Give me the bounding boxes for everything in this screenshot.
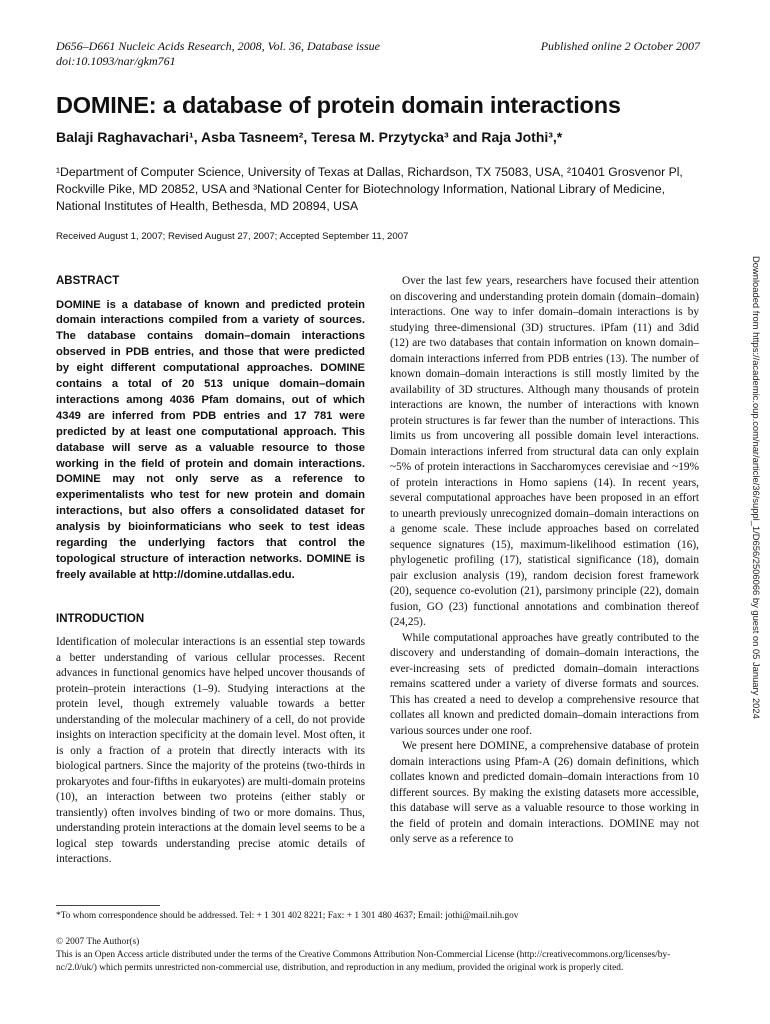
published-date: Published online 2 October 2007: [540, 39, 700, 53]
footnote-divider: [56, 905, 160, 906]
abstract-heading: ABSTRACT: [56, 275, 120, 287]
body-paragraph: Over the last few years, researchers have focused their attention on discovering and understanding protein domain (domain–domain) interactions. One way to infer domain–domain interactions is by studying three-dimensional (3D) structures. iPfam (11) and 3did (12) are two databases that contain information on known domain–domain interactions inferred from PDB entries (13). The number of known domain–domain interactions is still mostly limited by the availability of 3D structures. Although many thousands of protein interactions are known, the number of interactions with known protein structures is far fewer than the number of interactions. This limits us from uncovering all possible domain level interactions. Domain interactions inferred from structural data can only explain ~5% of protein interactions in Saccharomyces cerevisiae and ~19% of protein interactions in Homo sapiens (14). In recent years, several computational approaches have been proposed in an effort to unearth previously unrecognized domain–domain interactions on a genome scale. These include approaches based on correlated sequence signatures (15), maximum-likelihood estimation (16), phylogenetic profiling (17), statistical significance (18), domain pair exclusion analysis (19), random decision forest framework (20), sequence co-evolution (21), parsimony principle (22), domain fusion, GO (23) functional annotations and combination thereof (24,25).: [390, 275, 699, 628]
article-title: DOMINE: a database of protein domain interactions: [56, 92, 621, 118]
copyright-block: [56, 936, 704, 975]
body-paragraph: While computational approaches have greatly contributed to the discovery and understanding of domain–domain interactions, the ever-increasing sets of predicted domain–domain interactions remains scattered under a variety of diverse formats and sources. This has created a need to develop a comprehensive resource that collates all known and predicted domain–domain interactions from various sources under one roof.: [390, 631, 699, 737]
journal-citation: D656–D661 Nucleic Acids Research, 2008, Vol. 36, Database issue: [56, 39, 380, 53]
author-list: Balaji Raghavachari¹, Asba Tasneem², Teresa M. Przytycka³ and Raja Jothi³,*: [56, 129, 563, 145]
left-column: [56, 274, 365, 868]
correspondence-footnote: *To whom correspondence should be addressed. Tel: + 1 301 402 8221; Fax: + 1 301 480 4637; Email: jothi@mail.nih.gov: [56, 911, 519, 921]
introduction-heading: INTRODUCTION: [56, 612, 145, 625]
doi-line: doi:10.1093/nar/gkm761: [56, 54, 176, 68]
license-text: This is an Open Access article distributed under the terms of the Creative Commons Attribution Non-Commercial License (http://creativecommons.org/licenses/by-nc/2.0/uk/) which permits unrestricted non-commercial use, distribution, and reproduction in any medium, provided the original work is properly cited.: [56, 950, 671, 973]
abstract-text: DOMINE is a database of known and predicted protein domain interactions compiled from a variety of sources. The database contains domain–domain interactions observed in PDB entries, and those that were predicted by eight different computational approaches. DOMINE contains a total of 20 513 unique domain–domain interactions among 4036 Pfam domains, out of which 4349 are inferred from PDB entries and 17 781 were predicted by at least one computational approach. This database will serve as a valuable resource to those working in the field of protein and domain interactions. DOMINE may not only serve as a reference to experimentalists who test for new protein and domain interactions, but also offers a consolidated dataset for analysis by bioinformaticians who seek to test ideas regarding the underlying factors that control the topological structure of interaction networks. DOMINE is freely available at http://domine.utdallas.edu.: [56, 298, 365, 581]
running-header: [56, 39, 380, 69]
body-paragraph: We present here DOMINE, a comprehensive database of protein domain interactions using Pfam-A (26) domain definitions, which collates known and predicted domain–domain interactions from 10 different sources. By making the existing datasets more accessible, this database will serve as a valuable resource to those working in the field of protein and domain interactions. DOMINE may not only serve as a reference to: [390, 740, 699, 845]
copyright-line: © 2007 The Author(s): [56, 937, 140, 947]
download-notice: Downloaded from https://academic.oup.com/nar/article/36/suppl_1/D656/2506066 by guest on 05 January 2024: [751, 256, 762, 719]
right-column: [390, 274, 699, 848]
affiliations: ¹Department of Computer Science, University of Texas at Dallas, Richardson, TX 75083, USA, ²10401 Grosvenor Pl, Rockville Pike, MD 20852, USA and ³National Center for Biotechnology Information, National Library of Medicine, National Institutes of Health, Bethesda, MD 20894, USA: [56, 165, 683, 213]
received-dates: Received August 1, 2007; Revised August 27, 2007; Accepted September 11, 2007: [56, 231, 409, 242]
introduction-paragraph: Identification of molecular interactions is an essential step towards a better understanding of various cellular processes. Recent advances in functional genomics have helped uncover thousands of protein–protein interactions (1–9). Studying interactions at the protein level, though extremely valuable towards a better understanding of the molecular machinery of a cell, do not provide insights on interaction specificity at the domain level. Most often, it is only a fraction of a protein that directly interacts with its biological partners. Since the majority of the proteins (two-thirds in prokaryotes and four-fifths in eukaryotes) are multi-domain proteins (10), an interaction between two proteins (either stably or transiently) often involves binding of two or more domains. Thus, understanding protein interactions at the domain level seems to be a logical step towards understanding precise atomic details of interactions.: [56, 636, 365, 866]
